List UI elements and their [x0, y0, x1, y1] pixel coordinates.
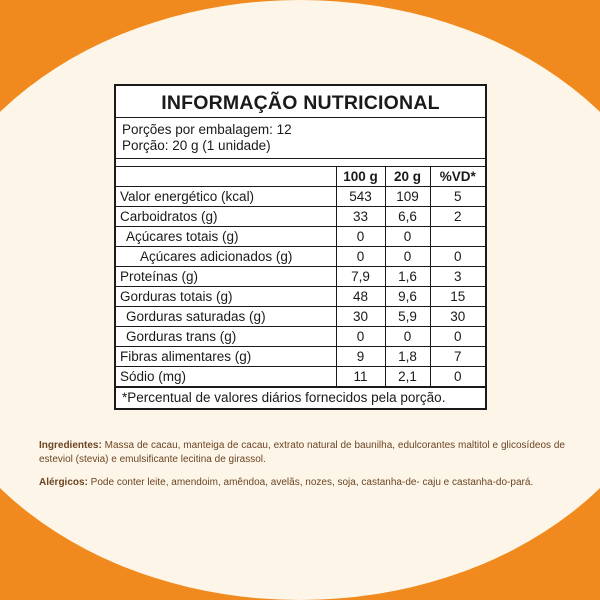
nutrient-name: Sódio (mg)	[116, 367, 336, 387]
table-row	[116, 327, 485, 347]
label-title: INFORMAÇÃO NUTRICIONAL	[116, 86, 485, 118]
table-row	[116, 267, 485, 287]
value-20g: 9,6	[385, 287, 430, 307]
ingredients-list: Massa de cacau, manteiga de cacau, extrato natural de baunilha, edulcorantes maltitol e glicosídeos de esteviol (stevia) e emulsificante lecitina de girassol.	[39, 440, 565, 465]
value-vd: 0	[430, 327, 485, 347]
ingredients-label: Ingredientes:	[39, 440, 102, 451]
portions-info	[116, 118, 485, 159]
nutrition-table	[116, 167, 485, 387]
value-vd: 7	[430, 347, 485, 367]
value-100g: 33	[336, 207, 385, 227]
value-20g: 109	[385, 187, 430, 207]
value-20g: 6,6	[385, 207, 430, 227]
nutrient-name: Gorduras saturadas (g)	[116, 307, 336, 327]
table-row	[116, 227, 485, 247]
nutrient-name: Gorduras trans (g)	[116, 327, 336, 347]
value-100g: 48	[336, 287, 385, 307]
header-20g: 20 g	[385, 167, 430, 187]
nutrient-name: Proteínas (g)	[116, 267, 336, 287]
header-100g: 100 g	[336, 167, 385, 187]
allergens-label: Alérgicos:	[39, 477, 88, 488]
value-vd: 5	[430, 187, 485, 207]
value-vd: 0	[430, 247, 485, 267]
table-row	[116, 367, 485, 387]
ingredients-text	[39, 439, 565, 467]
value-20g: 0	[385, 247, 430, 267]
portion-size: Porção: 20 g (1 unidade)	[122, 137, 271, 153]
value-vd: 30	[430, 307, 485, 327]
value-vd: 0	[430, 367, 485, 387]
table-header-row	[116, 167, 485, 187]
portions-per-package: Porções por embalagem: 12	[122, 122, 292, 137]
value-vd	[430, 227, 485, 247]
label-divider	[116, 159, 485, 167]
allergens-list: Pode conter leite, amendoim, amêndoa, avelãs, nozes, soja, castanha-de- caju e castanha-do-pará.	[87, 477, 534, 488]
value-20g: 0	[385, 327, 430, 347]
table-row	[116, 207, 485, 227]
nutrient-name: Fibras alimentares (g)	[116, 347, 336, 367]
value-100g: 30	[336, 307, 385, 327]
nutrient-name: Valor energético (kcal)	[116, 187, 336, 207]
value-100g: 543	[336, 187, 385, 207]
value-20g: 0	[385, 227, 430, 247]
table-row	[116, 187, 485, 207]
value-100g: 7,9	[336, 267, 385, 287]
value-20g: 5,9	[385, 307, 430, 327]
header-vd: %VD*	[430, 167, 485, 187]
value-vd: 2	[430, 207, 485, 227]
value-100g: 11	[336, 367, 385, 387]
table-row	[116, 247, 485, 267]
value-100g: 0	[336, 227, 385, 247]
nutrient-name: Carboidratos (g)	[116, 207, 336, 227]
value-100g: 9	[336, 347, 385, 367]
table-row	[116, 307, 485, 327]
nutrient-name: Açúcares totais (g)	[116, 227, 336, 247]
value-20g: 1,6	[385, 267, 430, 287]
table-row	[116, 287, 485, 307]
value-vd: 15	[430, 287, 485, 307]
vd-footnote: *Percentual de valores diários fornecidos pela porção.	[116, 387, 485, 408]
value-100g: 0	[336, 247, 385, 267]
nutrition-facts-label	[114, 84, 487, 410]
allergens-text	[39, 476, 565, 490]
nutrient-name: Gorduras totais (g)	[116, 287, 336, 307]
value-vd: 3	[430, 267, 485, 287]
header-empty	[116, 167, 336, 187]
value-100g: 0	[336, 327, 385, 347]
value-20g: 1,8	[385, 347, 430, 367]
value-20g: 2,1	[385, 367, 430, 387]
nutrient-name: Açúcares adicionados (g)	[116, 247, 336, 267]
table-row	[116, 347, 485, 367]
